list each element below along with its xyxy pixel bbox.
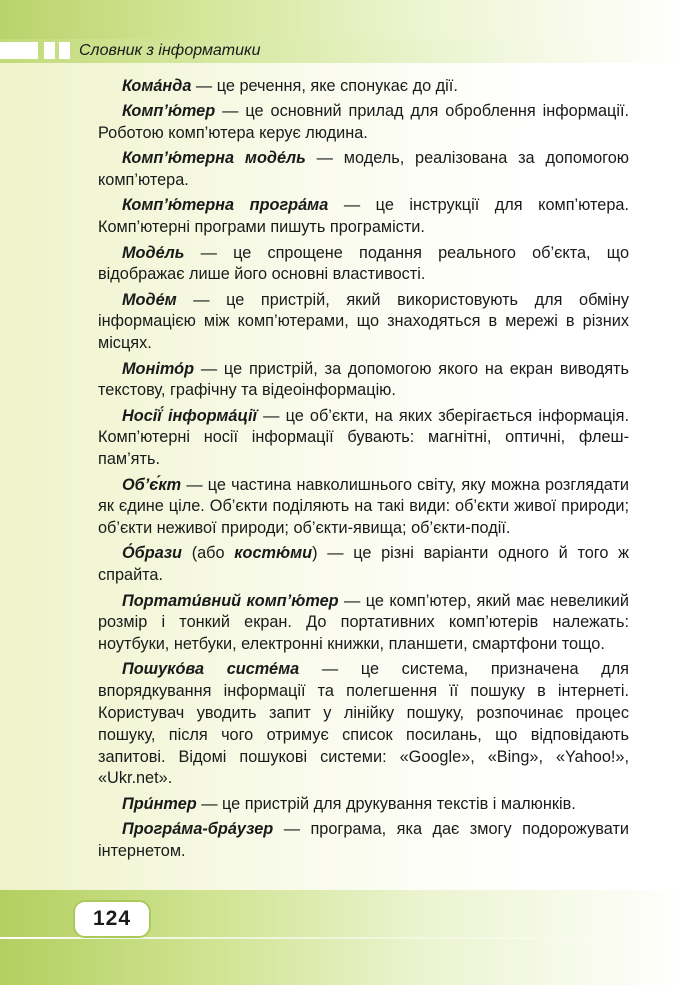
glossary-term: Моде́м bbox=[122, 290, 177, 309]
section-title: Словник з інформатики bbox=[79, 42, 261, 59]
glossary-entry bbox=[98, 406, 629, 471]
glossary-term: Об’є́кт bbox=[122, 475, 182, 494]
glossary-definition: — це речення, яке спонукає до дії. bbox=[191, 77, 458, 95]
glossary-definition: ) — це різні варіанти одного й того ж спрайта. bbox=[98, 544, 630, 585]
glossary-term: Комп’ю́терна програ́ма bbox=[122, 196, 329, 215]
glossary-definition: — це пристрій, який використовують для обміну інформацією між комп’ютерами, що знаходяться в мережі в різних місцях. bbox=[98, 290, 629, 353]
glossary-term: Портати́вний комп’ю́тер bbox=[122, 591, 339, 610]
glossary-term: Моде́ль bbox=[122, 243, 185, 262]
glossary-term: костю́ми bbox=[234, 544, 313, 563]
page-number: 124 bbox=[73, 900, 151, 938]
glossary-definition: — це основний прилад для оброблення інформації. Роботою комп’ютера керує людина. bbox=[98, 102, 629, 143]
glossary-term: Комп’ю́терна моде́ль bbox=[122, 149, 306, 168]
glossary-entry bbox=[98, 794, 629, 816]
glossary-term: Комп’ю́тер bbox=[122, 102, 216, 121]
glossary-term: При́нтер bbox=[122, 794, 197, 813]
glossary-definition: — це частина навколишнього світу, яку можна розглядати як єдине ціле. Об’єкти поділяють на такі види: об’єкти живої природи; об’єкти неживої природи; об’єкти-явища; об’єкти-події. bbox=[98, 475, 629, 538]
glossary-entry bbox=[98, 819, 629, 863]
glossary-term: Програ́ма-бра́узер bbox=[122, 820, 274, 838]
glossary-entry bbox=[98, 243, 629, 287]
glossary-entry bbox=[98, 359, 629, 403]
glossary-term: Носії́ інформа́ції bbox=[122, 406, 258, 425]
header-square-1 bbox=[0, 42, 38, 59]
header-square-3 bbox=[59, 42, 70, 59]
glossary-definition: — це спрощене подання реального об’єкта, що відображає лише його основні властивості. bbox=[98, 243, 629, 284]
glossary-entry bbox=[98, 101, 629, 145]
glossary-entry bbox=[98, 475, 629, 540]
glossary-definition: — це комп’ютер, який має невеликий розмір і тонкий екран. До портативних комп’ютерів належать: ноутбуки, нетбуки, електронні книжки, планшети, смартфони тощо. bbox=[98, 591, 629, 654]
glossary-term: Пошуко́ва систе́ма bbox=[122, 660, 300, 679]
glossary-entry bbox=[98, 290, 629, 355]
glossary-entry bbox=[98, 148, 629, 192]
glossary-term: Моніто́р bbox=[122, 359, 195, 378]
glossary-definition: — модель, реалізована за допомогою комп’ютера. bbox=[98, 149, 629, 190]
glossary-entry bbox=[98, 543, 629, 587]
glossary-entry bbox=[98, 76, 629, 98]
glossary-definition: — це система, призначена для впорядкування інформації та полегшення її пошуку в інтернеті. Користувач уводить запит у лінійку пошуку, розпочинає процес пошуку, після чого отримує список посилань, що відповідають запитові. Відомі пошукові системи: «Google», «Bing», «Yahoo!», «Ukr.net». bbox=[98, 660, 629, 788]
glossary-definition: — програма, яка дає змогу подорожувати інтернетом. bbox=[98, 820, 629, 860]
glossary-content bbox=[98, 76, 629, 866]
glossary-term: О́брази bbox=[122, 544, 182, 563]
glossary-definition: — це пристрій для друкування текстів і малюнків. bbox=[196, 794, 576, 813]
header-square-2 bbox=[44, 42, 55, 59]
glossary-entry bbox=[98, 591, 629, 656]
glossary-definition: — це об’єкти, на яких зберігається інформація. Комп’ютерні носії інформації бувають: магнітні, оптичні, флеш-пам’ять. bbox=[98, 406, 629, 469]
glossary-definition: — це пристрій, за допомогою якого на екран виводять текстову, графічну та відеоінформацію. bbox=[98, 359, 629, 400]
glossary-entry bbox=[98, 659, 629, 790]
glossary-entry bbox=[98, 195, 629, 239]
glossary-definition: — це інструкції для комп’ютера. Комп’ютерні програми пишуть програмісти. bbox=[98, 196, 629, 237]
glossary-definition: (або bbox=[182, 544, 235, 563]
glossary-term: Кома́нда bbox=[122, 77, 192, 95]
